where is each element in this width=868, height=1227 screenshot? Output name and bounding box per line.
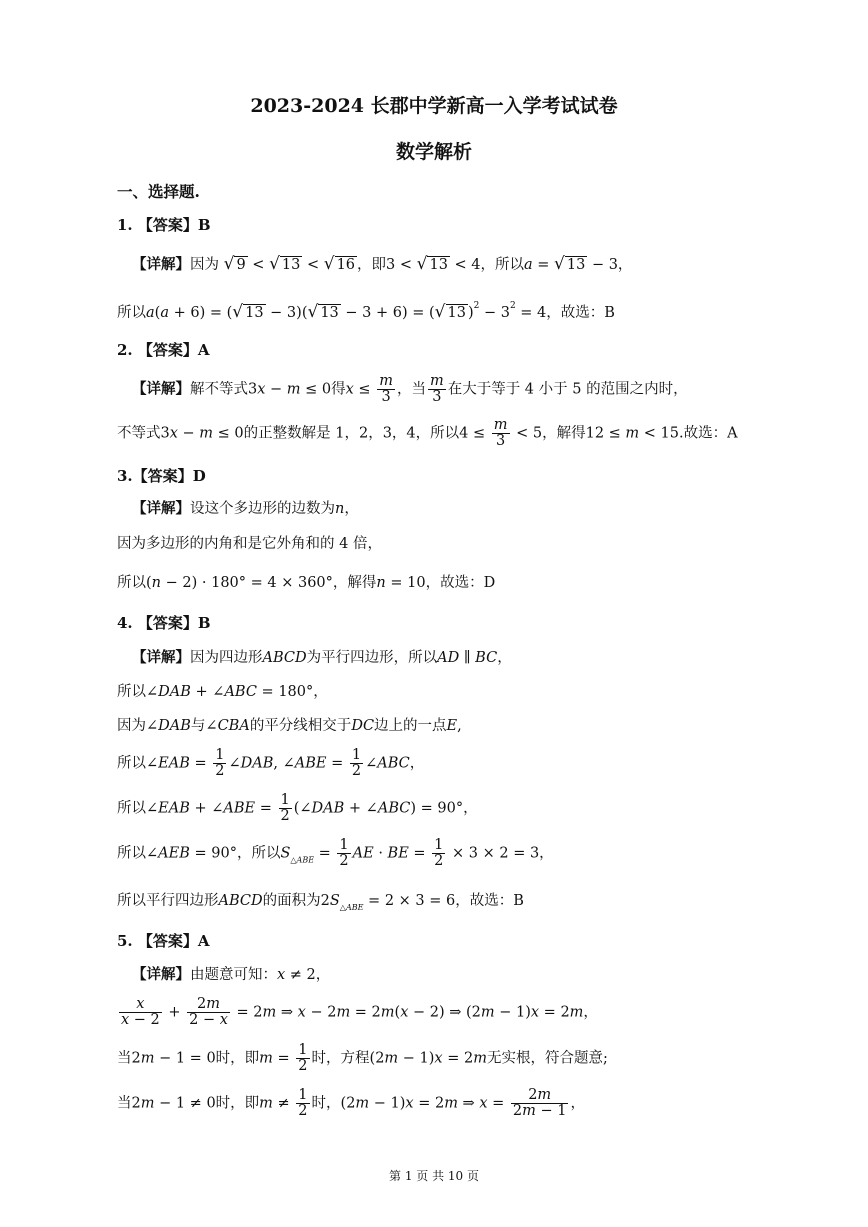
q3-number: 3. — [117, 467, 133, 485]
q4-detail-line-6: 所以∠AEB = 90°，所以$S_{\triangle ABE}$ = $\frac{1}{2}$ AE · BE = $\frac{1}{2}$ × 3 × 2 = 3， — [117, 837, 554, 870]
q3-detail-line-1: 【详解】设这个多边形的边数为n， — [132, 500, 359, 517]
q4-number: 4. — [117, 614, 133, 632]
q4-detail-line-3: 因为∠DAB与∠CBA的平分线相交于DC边上的一点E, — [117, 718, 462, 734]
q3-answer-line: 3.【答案】D — [117, 467, 206, 485]
q4-answer-line: 4. 【答案】B — [117, 614, 211, 632]
page-footer: 第 1 页 共 10 页 — [389, 1169, 479, 1183]
document-subtitle: 数学解析 — [395, 141, 472, 163]
q4-detail-line-5: 所以∠EAB + ∠ABE = $\frac{1}{2}$ (∠DAB + ∠ABC) = 90°， — [117, 792, 478, 825]
q5-answer-line: 5. 【答案】A — [117, 932, 210, 950]
q2-detail-line-1: 【详解】解不等式3x − m ≤ 0得x ≤ $\frac{m}{3}$ ，当 $\frac{m}{3}$ 在大于等于 4 小于 5 的范围之内时， — [132, 373, 688, 406]
q3-detail-line-2: 因为多边形的内角和是它外角和的 4 倍， — [117, 536, 382, 552]
q2-answer: A — [197, 341, 210, 359]
q2-detail-line-2: 不等式3x − m ≤ 0的正整数解是 1，2，3，4，所以4 ≤ $\frac{m}{3}$ < 5，解得12 ≤ m < 15.故选：A — [117, 417, 738, 450]
q5-answer: A — [197, 932, 210, 950]
q5-detail-line-1: 【详解】由题意可知：x ≠ 2， — [132, 966, 331, 983]
section-title: 一、选择题. — [117, 182, 200, 201]
q2-number: 2. — [117, 341, 133, 359]
q2-answer-line: 2. 【答案】A — [117, 341, 210, 359]
q5-number: 5. — [117, 932, 133, 950]
q1-answer-line — [117, 218, 211, 233]
q4-detail-line-4: 所以∠EAB = $\frac{1}{2}$ ∠DAB, ∠ABE = $\frac{1}{2}$ ∠ABC， — [117, 747, 425, 780]
q4-detail-line-1: 【详解】因为四边形ABCD为平行四边形，所以AD ∥ BC， — [132, 649, 512, 666]
q1-answer: B — [197, 216, 211, 234]
q4-detail-line-7: 所以平行四边形ABCD的面积为$2S_{\triangle ABE} = 2 \times 3 = 6$，故选：B — [117, 893, 524, 912]
q1-detail-line-1: 【详解】因为 √ 9 < √ 13 < √ 16 ，即3 < √ 13 < 4，所以a = √ 13 − 3， — [132, 254, 633, 274]
q4-detail-line-2: 所以∠DAB + ∠ABC = 180°， — [117, 684, 328, 700]
q5-detail-line-4: 当2m − 1 ≠ 0时，即m ≠ $\frac{1}{2}$ 时，(2m − 1)x = 2m ⇒ x = $\frac{2m}{2m - 1}$ ， — [117, 1087, 585, 1120]
q4-answer: B — [197, 614, 211, 632]
document-title: 2023-2024 长郡中学新高一入学考试试卷 — [250, 95, 618, 117]
q5-detail-line-3: 当2m − 1 = 0时，即m = $\frac{1}{2}$ 时，方程(2m − 1)x = 2m无实根，符合题意; — [117, 1042, 608, 1075]
q3-detail-line-3: 所以(n − 2) · 180° = 4 × 360°，解得n = 10，故选：D — [117, 575, 496, 591]
q5-detail-line-2: $\frac{x}{x - 2}$ + $\frac{2m}{2 - x}$ = 2m ⇒ x − 2m = 2m(x − 2) ⇒ (2m − 1)x = 2m， — [121, 996, 598, 1029]
q1-number: 1. — [117, 216, 133, 234]
q1-detail-line-2: 所以a(a + 6) = (√ 13 − 3)(√ 13 − 3 + 6) = (√ 13 )$^2 - 3^2 = 4$，故选：B — [117, 301, 615, 322]
q3-answer: D — [192, 467, 206, 485]
detail-tag: 【详解】 — [132, 256, 190, 273]
answer-tag: 【答案】 — [137, 216, 198, 234]
